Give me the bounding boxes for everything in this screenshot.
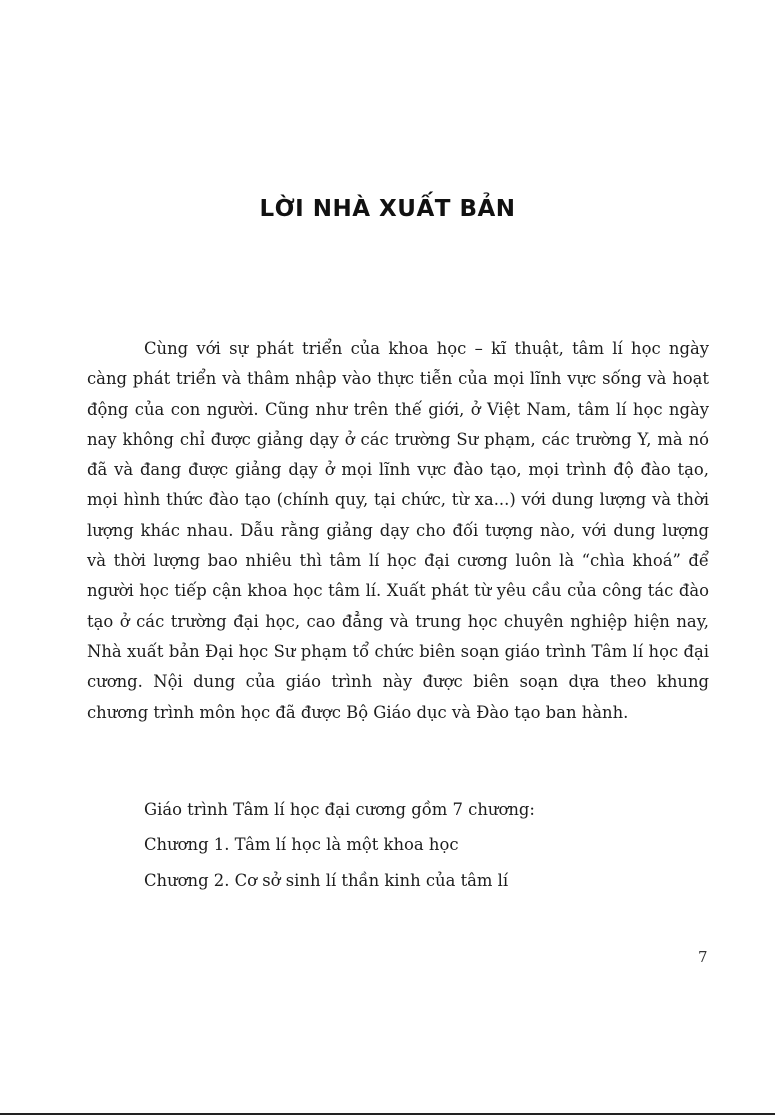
page-title: LỜI NHÀ XUẤT BẢN [259,196,516,222]
chapter-list-block [144,792,704,898]
chapters-intro: Giáo trình Tâm lí học đại cương gồm 7 chương: [144,800,535,819]
intro-paragraph: Cùng với sự phát triển của khoa học – kĩ thuật, tâm lí học ngày càng phát triển và thâm nhập vào thực tiễn của mọi lĩnh vực sống và hoạt động của con người. Cũng như trên thế giới, ở Việt Nam, tâm lí học ngày nay không chỉ được giảng dạy ở các trường Sư phạm, các trường Y, mà nó đã và đang được giảng dạy ở mọi lĩnh vực đào tạo, mọi trình độ đào tạo, mọi hình thức đào tạo (chính quy, tại chức, từ xa...) với dung lượng và thời lượng khác nhau. Dẫu rằng giảng dạy cho đối tượng nào, với dung lượng và thời lượng bao nhiêu thì tâm lí học đại cương luôn là “chìa khoá” để người học tiếp cận khoa học tâm lí. Xuất phát từ yêu cầu của công tác đào tạo ở các trường đại học, cao đẳng và trung học chuyên nghiệp hiện nay, Nhà xuất bản Đại học Sư phạm tổ chức biên soạn giáo trình Tâm lí học đại cương. Nội dung của giáo trình này được biên soạn dựa theo khung chương trình môn học đã được Bộ Giáo dục và Đào tạo ban hành. [87,339,709,722]
bottom-divider [0,1113,775,1115]
chapter-item: Chương 1. Tâm lí học là một khoa học [144,835,459,855]
page-number: 7 [698,948,708,966]
chapter-item: Chương 2. Cơ sở sinh lí thần kinh của tâm lí [144,870,509,890]
intro-text-block [87,334,709,728]
